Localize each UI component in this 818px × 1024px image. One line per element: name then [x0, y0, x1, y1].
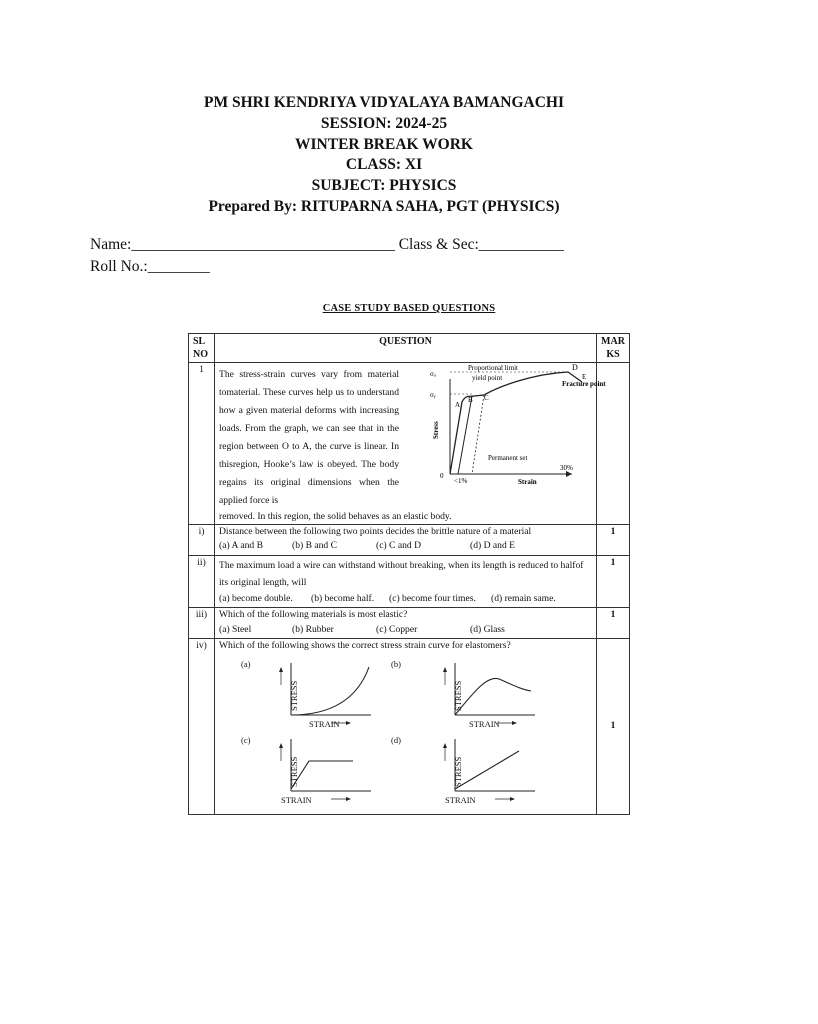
question-text: Which of the following shows the correct stress strain curve for elastomers? [219, 640, 511, 652]
table-row [189, 639, 630, 814]
question-text: Which of the following materials is most elastic? [219, 609, 408, 621]
pct-low-label: <1% [454, 477, 468, 485]
option-c[interactable]: (c) C and D [376, 540, 422, 552]
options [219, 591, 592, 606]
table-row [189, 363, 630, 525]
curve-a-y-label: STRESS [289, 680, 299, 711]
curve-d-y-label: STRESS [453, 756, 463, 787]
sigma-u-label: σᵤ [430, 370, 437, 378]
option-d[interactable]: (d) D and E [470, 540, 516, 552]
question-text: The maximum load a wire can withstand without breaking, when its length is reduced to halfof its original length, will [219, 559, 584, 588]
curve-a-x-label: STRAIN [309, 718, 340, 729]
question-number: i) [189, 525, 215, 556]
question-number: ii) [189, 555, 215, 607]
strain-axis-label: Strain [518, 478, 537, 486]
option-b[interactable]: (b) Rubber [292, 623, 334, 635]
header-sl: SL NO [189, 334, 215, 363]
roll-field[interactable]: Roll No.:________ [90, 258, 210, 275]
work-title: WINTER BREAK WORK [295, 135, 473, 153]
questions-table [188, 333, 630, 815]
sigma-y-label: σᵧ [430, 391, 436, 399]
header-marks: MAR KS [597, 334, 630, 363]
point-b-label: B [468, 396, 473, 404]
option-b[interactable]: (b) B and C [292, 540, 338, 552]
curve-d-label: (d) [391, 734, 401, 745]
case-study-text: The stress-strain curves vary from material tomaterial. These curves help us to understand how a given material deforms with increasing loads. From the graph, we can see that in the region between O to A, the curve is linear. In thisregion, Hooke’s law is obeyed. The body regains its original dimensions when the applied force is [219, 369, 399, 506]
curve-d-x-label: STRAIN [445, 794, 476, 805]
subject-line: SUBJECT: PHYSICS [311, 177, 457, 195]
point-d-label: D [572, 363, 578, 372]
option-c[interactable]: (c) Copper [376, 623, 418, 635]
prepared-by: Prepared By: RITUPARNA SAHA, PGT (PHYSICS) [208, 197, 560, 215]
stress-strain-diagram [422, 363, 606, 494]
option-a[interactable]: (a) Steel [219, 623, 252, 635]
pct-high-label: 30% [560, 464, 573, 472]
options [219, 538, 592, 553]
section-title: CASE STUDY BASED QUESTIONS [322, 303, 496, 314]
question-number: 1 [189, 363, 215, 525]
marks: 1 [597, 555, 630, 607]
option-d[interactable]: (d) Glass [470, 623, 505, 635]
question-text: Distance between the following two points decides the brittle nature of a material [219, 526, 532, 537]
class-line: CLASS: XI [345, 156, 423, 174]
curve-c-x-label: STRAIN [281, 794, 312, 805]
session: SESSION: 2024-25 [320, 114, 448, 132]
option-a[interactable]: (a) become double. [219, 592, 293, 604]
option-d[interactable]: (d) remain same. [491, 592, 556, 604]
yield-point-label: yield point [472, 374, 503, 382]
curve-options [219, 653, 592, 813]
option-c[interactable]: (c) become four times. [389, 592, 476, 604]
header-question: QUESTION [215, 334, 597, 363]
question-number: iv) [189, 639, 215, 814]
table-header-row [189, 334, 630, 363]
point-a-label: A [455, 401, 461, 409]
origin-label: 0 [440, 472, 444, 480]
point-e-label: E [582, 373, 587, 381]
marks: 1 [597, 525, 630, 556]
table-row [189, 525, 630, 556]
marks: 1 [597, 639, 630, 814]
stress-axis-label: Stress [432, 421, 440, 439]
marks: 1 [597, 608, 630, 639]
curve-c-label: (c) [241, 734, 251, 745]
permanent-set-label: Permanent set [488, 454, 528, 462]
curve-b-x-label: STRAIN [469, 718, 500, 729]
curve-b-label: (b) [391, 658, 401, 669]
options [219, 622, 592, 637]
proportional-limit-label: Proportional limit [468, 364, 518, 372]
point-c-label: C [484, 394, 489, 402]
curve-c-y-label: STRESS [289, 756, 299, 787]
option-b[interactable]: (b) become half. [311, 592, 375, 604]
document-header [0, 93, 768, 218]
school-name: PM SHRI KENDRIYA VIDYALAYA BAMANGACHI [203, 94, 565, 111]
name-class-field[interactable]: Name:__________________________________ Class & Sec:___________ [90, 236, 565, 253]
curve-b-y-label: STRESS [453, 680, 463, 711]
case-study-text-end: removed. In this region, the solid behaves as an elastic body. [219, 511, 452, 522]
table-row [189, 608, 630, 639]
question-number: iii) [189, 608, 215, 639]
curve-a-label: (a) [241, 658, 251, 669]
fracture-label: Fracture point [562, 380, 606, 388]
table-row [189, 555, 630, 607]
option-a[interactable]: (a) A and B [219, 540, 263, 552]
